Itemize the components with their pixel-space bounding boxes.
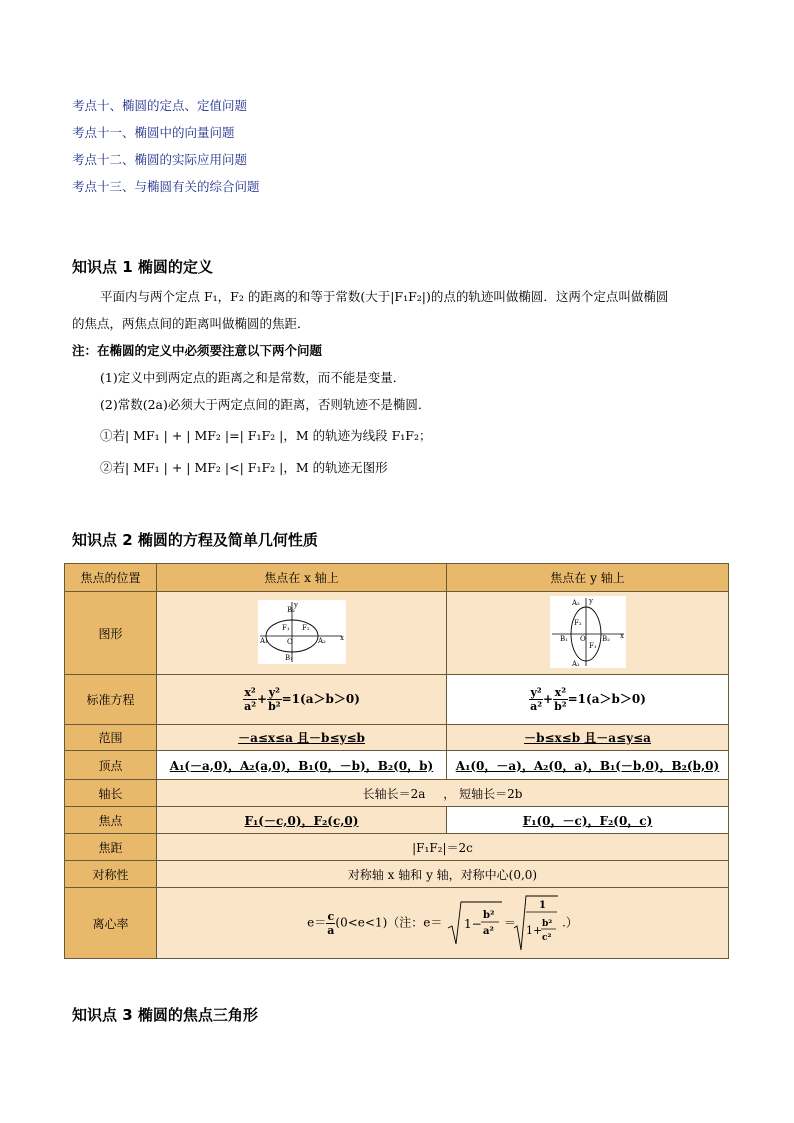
toc-item[interactable]: 考点十二、椭圆的实际应用问题 [72, 152, 248, 167]
range-y: －b≤x≤b 且－a≤y≤a [524, 731, 651, 745]
svg-text:y: y [588, 596, 593, 605]
ellipse-x-figure [258, 600, 346, 664]
row-label: 焦点 [65, 807, 157, 834]
eccentricity: e＝ $\frac{c}{a}$ (0<e<1)（注：e＝ 1− b² a² ＝ 1 1+ b² c² .） [157, 888, 729, 959]
svg-text:A₂: A₂ [571, 598, 580, 607]
figure-cell [157, 592, 447, 675]
row-label: 顶点 [65, 751, 157, 780]
short-axis: 短轴长＝2b [459, 786, 523, 801]
svg-text:B₂: B₂ [601, 634, 610, 643]
focus-x: F₁(－c,0)，F₂(c,0) [244, 813, 359, 828]
paragraph: ②若| MF₁ | + | MF₂ |<| F₁F₂ |，M 的轨迹无图形 [100, 460, 388, 475]
symmetry: 对称轴 x 轴和 y 轴，对称中心(0,0) [347, 867, 538, 882]
toc-item[interactable]: 考点十、椭圆的定点、定值问题 [72, 98, 248, 113]
svg-text:F₂: F₂ [301, 623, 310, 632]
paragraph: ①若| MF₁ | + | MF₂ |=| F₁F₂ |，M 的轨迹为线段 F₁F₂； [100, 428, 432, 443]
header-cell: 焦点的位置 [65, 564, 157, 592]
header-cell: 焦点在 x 轴上 [157, 564, 447, 592]
svg-text:x: x [339, 633, 344, 642]
svg-text:F₁: F₁ [281, 623, 290, 632]
properties-table: 焦点的位置 焦点在 x 轴上 焦点在 y 轴上 图形 B₂ y F₁ F₂ A₁ O A₂ x B₁ A₂ y F₂ B₁ O B₂ F₁ A₁ x 标准方程 $\frac{\text{x²}}{\text{a²}}$ + $\frac{\text{y²}}{\text{b²}}$ =1(a＞b＞0) $\frac{\text{y²}}{\text{a²}}$ + $\frac{\text{x²}}{\text{b²}}$ =1(a＞b＞0) 范围 －a≤x≤a 且－b≤y≤b －b≤x≤b 且－a≤y≤a 顶点 A₁(－a,0)，A₂(a,0)，B₁(0，－b)，B₂(0，b) A₁(0，－a)，A₂(0，a)，B₁(－b,0)，B₂(b,0) 轴长 长轴长＝2a ， 短轴长＝2b 焦点 F₁(－c,0)，F₂(c,0) F₁(0，－c)，F₂(0，c) 焦距 |F₁F₂|＝2c 对称性 对称轴 x 轴和 y 轴，对称中心(0,0) 离心率 e＝ $\frac{c}{a}$ (0<e<1)（注：e＝ 1− b² a² ＝ 1 1+ b² c² .） [64, 563, 729, 959]
note-heading: 注：在椭圆的定义中必须要注意以下两个问题 [72, 343, 323, 358]
svg-text:b²: b² [542, 919, 553, 929]
paragraph: (1)定义中到两定点的距离之和是常数，而不能是变量． [100, 370, 406, 385]
vertex-y: A₁(0，－a)，A₂(0，a)，B₁(－b,0)，B₂(b,0) [455, 758, 720, 773]
svg-text:O: O [286, 637, 293, 646]
std-eq-tail: =1(a＞b＞0) [567, 692, 646, 706]
svg-text:B₁: B₁ [559, 634, 568, 643]
paragraph: 的焦点，两焦点间的距离叫做椭圆的焦距． [72, 316, 310, 331]
range-x: －a≤x≤a 且－b≤y≤b [238, 731, 365, 745]
std-eq-x: $\frac{\text{x²}}{\text{a²}}$ + $\frac{\text{y²}}{\text{b²}}$ =1(a＞b＞0) [157, 675, 447, 725]
row-label: 焦距 [65, 834, 157, 861]
svg-text:y: y [293, 600, 298, 609]
row-label: 离心率 [65, 888, 157, 959]
section-heading: 知识点 1 椭圆的定义 [72, 258, 213, 276]
svg-text:x: x [619, 631, 624, 640]
ecc-formula [446, 894, 558, 952]
figure-cell [447, 592, 729, 675]
row-label: 标准方程 [65, 675, 157, 725]
svg-text:F₂: F₂ [573, 618, 582, 627]
svg-text:1+: 1+ [526, 924, 543, 937]
svg-text:1: 1 [539, 900, 547, 911]
svg-text:B₂: B₂ [286, 605, 295, 614]
toc-item[interactable]: 考点十一、椭圆中的向量问题 [72, 125, 235, 140]
svg-text:B₁: B₁ [284, 653, 293, 662]
svg-text:F₁: F₁ [588, 641, 597, 650]
header-cell: 焦点在 y 轴上 [447, 564, 729, 592]
std-eq-y: $\frac{\text{y²}}{\text{a²}}$ + $\frac{\text{x²}}{\text{b²}}$ =1(a＞b＞0) [447, 675, 729, 725]
ellipse-y-figure [550, 596, 626, 668]
section-heading: 知识点 3 椭圆的焦点三角形 [72, 1006, 258, 1024]
long-axis: 长轴长＝2a [362, 786, 426, 801]
row-label: 轴长 [65, 780, 157, 807]
paragraph: (2)常数(2a)必须大于两定点间的距离，否则轨迹不是椭圆． [100, 397, 431, 412]
svg-text:A₁: A₁ [259, 636, 268, 645]
svg-text:O: O [579, 634, 586, 643]
svg-text:＝: ＝ [504, 916, 517, 930]
svg-text:1−: 1− [464, 917, 482, 931]
svg-text:A₁: A₁ [571, 659, 580, 668]
svg-text:a²: a² [483, 926, 495, 937]
paragraph: 平面内与两个定点 F₁，F₂ 的距离的和等于常数(大于|F₁F₂|)的点的轨迹叫做椭圆．这两个定点叫做椭圆 [100, 289, 669, 304]
focal-length: |F₁F₂|＝2c [412, 840, 473, 855]
toc-item[interactable]: 考点十三、与椭圆有关的综合问题 [72, 179, 260, 194]
focus-y: F₁(0，－c)，F₂(0，c) [522, 813, 653, 828]
section-heading: 知识点 2 椭圆的方程及简单几何性质 [72, 531, 318, 549]
svg-text:b²: b² [483, 910, 495, 921]
vertex-x: A₁(－a,0)，A₂(a,0)，B₁(0，－b)，B₂(0，b) [169, 758, 434, 773]
row-label: 范围 [65, 725, 157, 751]
svg-text:c²: c² [542, 933, 552, 943]
row-label: 图形 [65, 592, 157, 675]
row-label: 对称性 [65, 861, 157, 888]
svg-text:A₂: A₂ [317, 636, 326, 645]
std-eq-tail: =1(a＞b＞0) [281, 692, 360, 706]
